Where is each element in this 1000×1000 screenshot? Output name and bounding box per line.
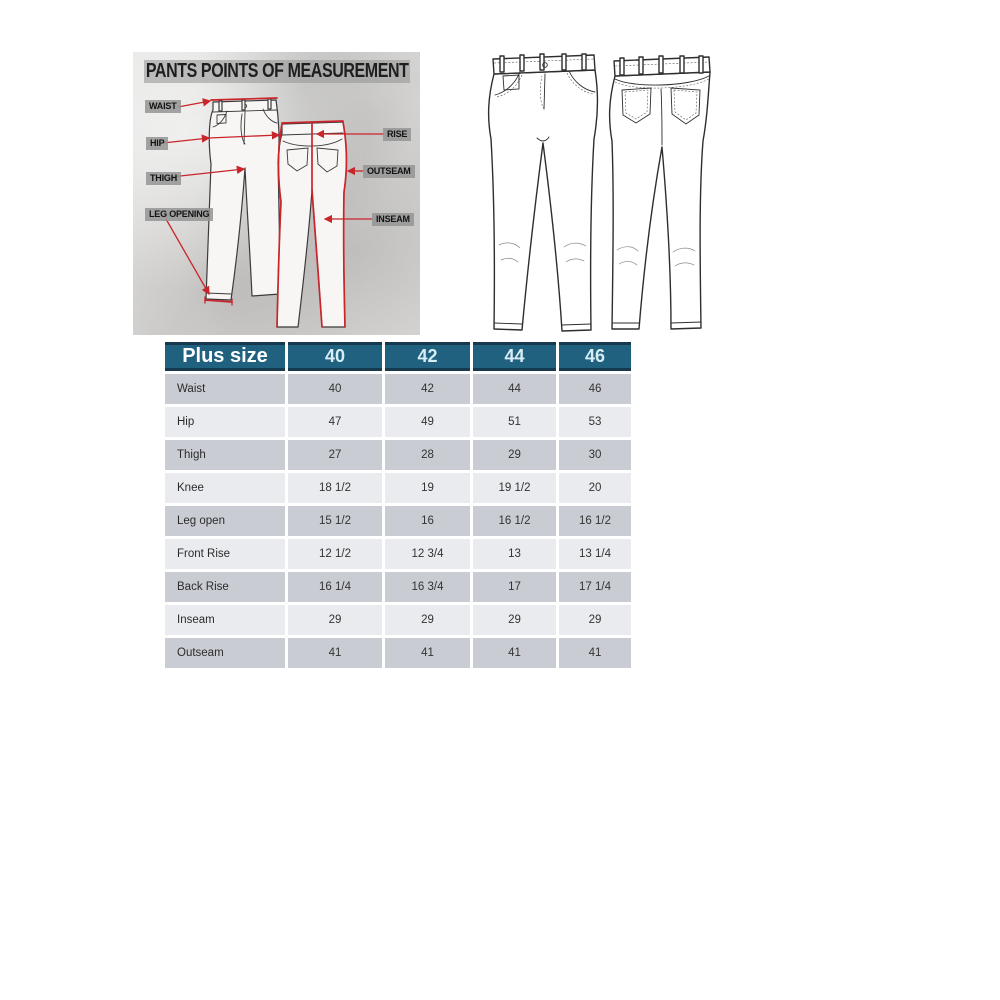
- size-table-body: [165, 374, 631, 668]
- label-leg-opening: LEG OPENING: [145, 208, 213, 221]
- size-value-cell: 29: [385, 605, 470, 635]
- label-hip: HIP: [146, 137, 168, 150]
- size-value-cell: 29: [473, 440, 556, 470]
- pants-flat-sketches: [463, 45, 743, 345]
- row-label: Outseam: [165, 638, 285, 668]
- size-value-cell: 16 1/4: [288, 572, 382, 602]
- size-value-cell: 41: [473, 638, 556, 668]
- row-label: Waist: [165, 374, 285, 404]
- size-value-cell: 28: [385, 440, 470, 470]
- table-row: [165, 605, 631, 635]
- size-value-cell: 49: [385, 407, 470, 437]
- size-value-cell: 12 1/2: [288, 539, 382, 569]
- size-value-cell: 27: [288, 440, 382, 470]
- size-value-cell: 13: [473, 539, 556, 569]
- table-row: [165, 374, 631, 404]
- size-value-cell: 16 3/4: [385, 572, 470, 602]
- size-value-cell: 53: [559, 407, 631, 437]
- size-value-cell: 18 1/2: [288, 473, 382, 503]
- table-row: [165, 506, 631, 536]
- size-value-cell: 20: [559, 473, 631, 503]
- size-value-cell: 29: [559, 605, 631, 635]
- pants-back-flat-sketch: [610, 56, 710, 329]
- size-value-cell: 44: [473, 374, 556, 404]
- size-value-cell: 41: [288, 638, 382, 668]
- size-chart-table: [162, 339, 634, 671]
- size-value-cell: 41: [559, 638, 631, 668]
- label-outseam: OUTSEAM: [363, 165, 415, 178]
- table-row: [165, 407, 631, 437]
- size-value-cell: 16 1/2: [473, 506, 556, 536]
- table-row: [165, 539, 631, 569]
- size-value-cell: 17 1/4: [559, 572, 631, 602]
- size-table-header-row: [165, 342, 631, 371]
- row-label: Thigh: [165, 440, 285, 470]
- label-waist: WAIST: [145, 100, 181, 113]
- size-column-header: 46: [559, 342, 631, 371]
- table-header-plus-size: Plus size: [165, 342, 285, 371]
- size-value-cell: 16 1/2: [559, 506, 631, 536]
- diagram-title: [144, 60, 410, 83]
- row-label: Knee: [165, 473, 285, 503]
- row-label: Inseam: [165, 605, 285, 635]
- row-label: Leg open: [165, 506, 285, 536]
- size-value-cell: 19 1/2: [473, 473, 556, 503]
- size-value-cell: 12 3/4: [385, 539, 470, 569]
- row-label: Hip: [165, 407, 285, 437]
- size-value-cell: 30: [559, 440, 631, 470]
- table-row: [165, 638, 631, 668]
- size-value-cell: 46: [559, 374, 631, 404]
- pants-front-flat-sketch: [489, 54, 598, 331]
- size-value-cell: 41: [385, 638, 470, 668]
- size-value-cell: 13 1/4: [559, 539, 631, 569]
- measurement-diagram: [133, 52, 420, 335]
- size-value-cell: 40: [288, 374, 382, 404]
- size-value-cell: 42: [385, 374, 470, 404]
- diagram-pants-front: [206, 99, 280, 300]
- size-column-header: 42: [385, 342, 470, 371]
- measurement-diagram-drawing: [133, 52, 420, 335]
- label-inseam: INSEAM: [372, 213, 414, 226]
- diagram-title-text: PANTS POINTS OF MEASUREMENT: [145, 60, 409, 82]
- label-thigh: THIGH: [146, 172, 181, 185]
- table-row: [165, 440, 631, 470]
- size-value-cell: 47: [288, 407, 382, 437]
- size-column-header: 44: [473, 342, 556, 371]
- size-column-header: 40: [288, 342, 382, 371]
- table-row: [165, 473, 631, 503]
- row-label: Front Rise: [165, 539, 285, 569]
- size-value-cell: 15 1/2: [288, 506, 382, 536]
- table-row: [165, 572, 631, 602]
- label-rise: RISE: [383, 128, 411, 141]
- size-value-cell: 29: [473, 605, 556, 635]
- size-value-cell: 51: [473, 407, 556, 437]
- size-value-cell: 19: [385, 473, 470, 503]
- size-value-cell: 16: [385, 506, 470, 536]
- size-value-cell: 17: [473, 572, 556, 602]
- size-value-cell: 29: [288, 605, 382, 635]
- row-label: Back Rise: [165, 572, 285, 602]
